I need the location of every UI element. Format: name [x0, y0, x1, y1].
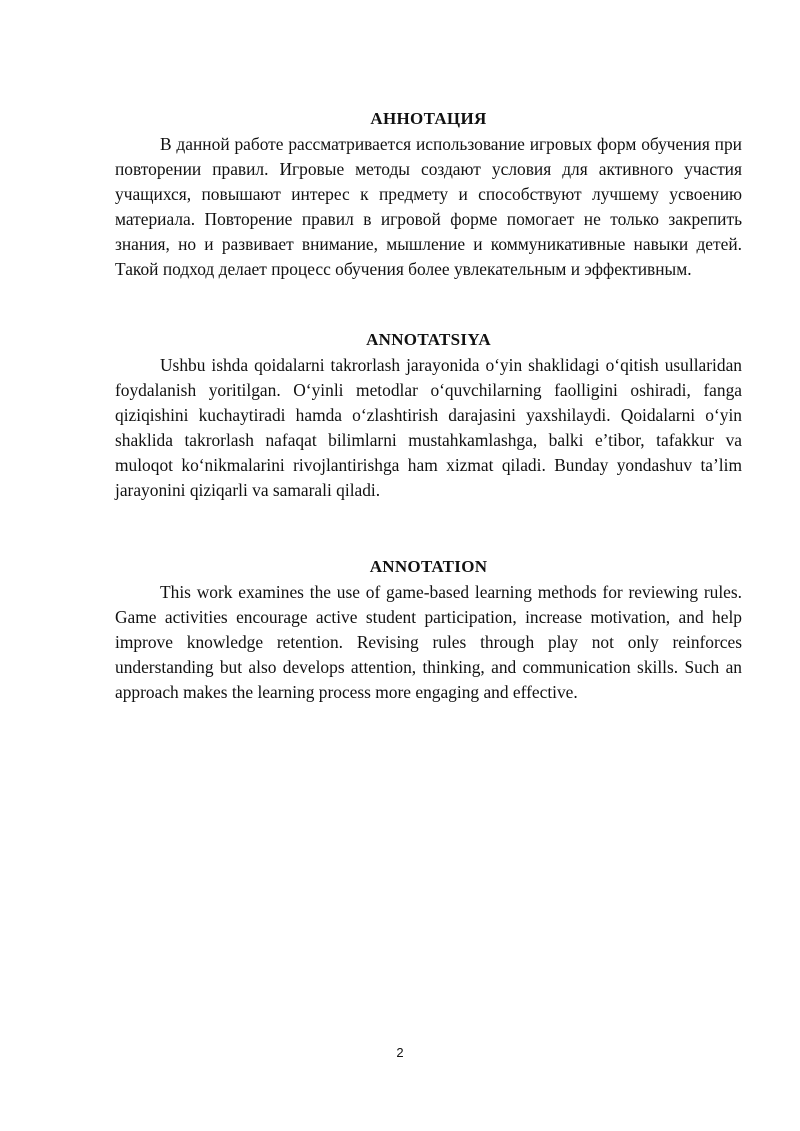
section-heading: АННОТАЦИЯ [370, 109, 487, 128]
page-number: 2 [396, 1045, 404, 1060]
section-paragraph: Ushbu ishda qoidalarni takrorlash jarayonida o‘yin shaklidagi o‘qitish usullaridan foydalanish yoritilgan. O‘yinli metodlar o‘quvchilarning faolligini oshiradi, fanga qiziqishini kuchaytiradi hamda o‘zlashtirish darajasini yaxshilaydi. Qoidalarni o‘yin shaklida takrorlash nafaqat bilimlarni mustahkamlashga, balki e’tibor, tafakkur va muloqot ko‘nikmalarini rivojlantirishga ham xizmat qiladi. Bunday yondashuv ta’lim jarayonini qiziqarli va samarali qiladi. [115, 355, 742, 500]
annotation-uzbek [115, 330, 742, 503]
section-paragraph: В данной работе рассматривается использование игровых форм обучения при повторении правил. Игровые методы создают условия для активного участия учащихся, повышают интерес к предмету и способствуют лучшему усвоению материала. Повторение правил в игровой форме помогает не только закрепить знания, но и развивает внимание, мышление и коммуникативные навыки детей. Такой подход делает процесс обучения более увлекательным и эффективным. [115, 134, 742, 279]
annotation-english [115, 557, 742, 705]
section-heading: ANNOTATION [369, 557, 488, 576]
annotation-russian [115, 109, 742, 282]
section-paragraph: This work examines the use of game-based learning methods for reviewing rules. Game activities encourage active student participation, increase motivation, and help improve knowledge retention. Revising rules through play not only reinforces understanding but also develops attention, thinking, and communication skills. Such an approach makes the learning process more engaging and effective. [115, 582, 742, 702]
section-heading: ANNOTATSIYA [366, 330, 491, 349]
